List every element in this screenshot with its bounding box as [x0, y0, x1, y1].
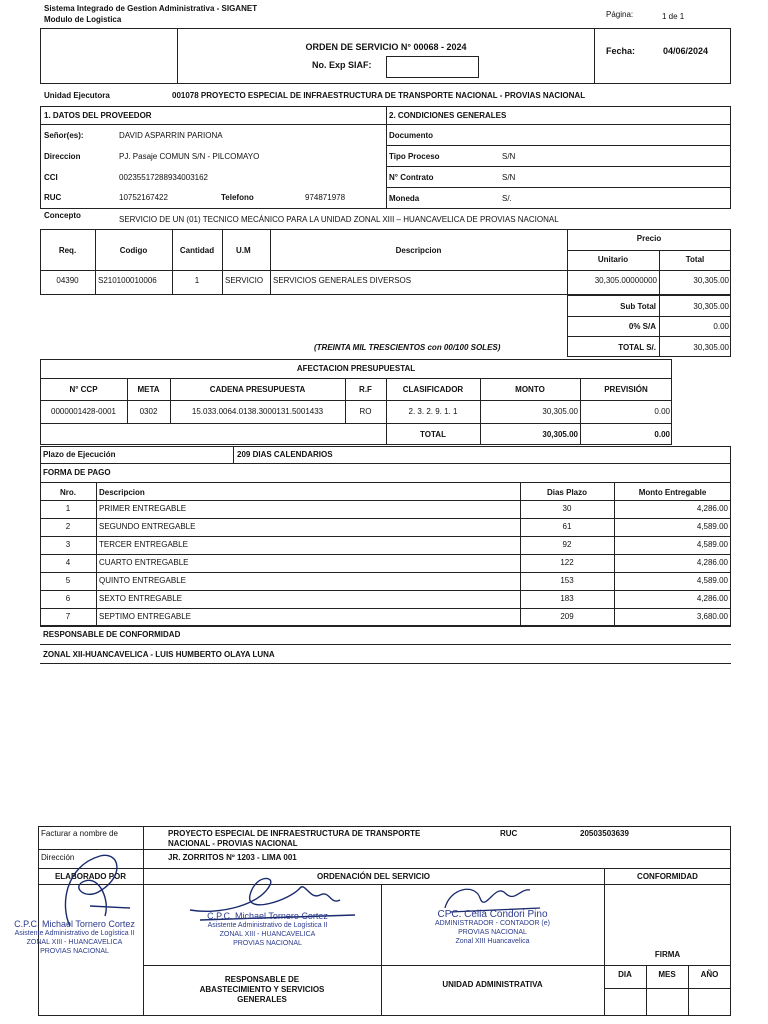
stamp-ordered-line-3: ZONAL XIII - HUANCAVELICA	[219, 931, 316, 938]
stamp-admin-line-2: ADMINISTRADOR - CONTADOR (e)	[435, 920, 550, 927]
pay-col-nro: Nro.	[60, 488, 76, 497]
concept-label: Concepto	[44, 211, 81, 220]
pay-col-amount: Monto Entregable	[638, 488, 707, 497]
payment-nro: 1	[65, 504, 71, 513]
currency-label: Moneda	[389, 194, 420, 203]
stamp-ordered	[185, 912, 350, 948]
billing-address: JR. ZORRITOS Nº 1203 - LIMA 001	[168, 853, 297, 862]
conformity-value: ZONAL XII-HUANCAVELICA - LUIS HUMBERTO OLAYA LUNA	[43, 650, 275, 659]
payment-desc: SEPTIMO ENTREGABLE	[99, 612, 192, 621]
payment-amount: 4,286.00	[696, 558, 728, 567]
budget-col-ccp: N° CCP	[69, 385, 98, 394]
module-name: Modulo de Logistica	[44, 15, 122, 24]
budget-title: AFECTACION PRESUPUESTAL	[296, 364, 416, 373]
payment-nro: 6	[65, 594, 71, 603]
stamp-admin-line-1: CPC. Celia Condori Pino	[437, 909, 548, 920]
total-value: 30,305.00	[693, 343, 729, 352]
subtotal-label: Sub Total	[620, 302, 656, 311]
stamp-admin	[405, 910, 580, 946]
stamp-ordered-line-1: C.P.C. Michael Tornero Cortez	[207, 911, 328, 921]
page-label: Página:	[606, 10, 634, 19]
resp-abast-label: RESPONSABLE DE ABASTECIMIENTO Y SERVICIOS GENERALES	[199, 975, 325, 1004]
row-um: SERVICIO	[225, 276, 264, 285]
col-qty: Cantidad	[179, 246, 215, 255]
row-req: 04390	[56, 276, 79, 285]
amount-words: (TREINTA MIL TRESCIENTOS con 00/100 SOLES)	[314, 343, 501, 352]
date-value: 04/06/2024	[663, 46, 709, 56]
provider-phone-label: Telefono	[221, 193, 254, 202]
system-title: Sistema Integrado de Gestion Administrativa - SIGANET	[44, 4, 258, 13]
admin-unit-label: UNIDAD ADMINISTRATIVA	[442, 980, 543, 989]
col-total: Total	[685, 255, 705, 264]
provider-ruc: 10752167422	[119, 193, 168, 202]
prepared-title: ELABORADO POR	[54, 872, 127, 881]
conditions-section-title: 2. CONDICIONES GENERALES	[389, 111, 507, 120]
unit-value: 001078 PROYECTO ESPECIAL DE INFRAESTRUCTURA DE TRANSPORTE NACIONAL - PROVIAS NACIONAL	[172, 91, 586, 100]
billing-ruc: 20503503639	[580, 829, 629, 838]
budget-col-rf: R.F	[359, 385, 372, 394]
row-unit: 30,305.00000000	[594, 276, 657, 285]
payment-amount: 3,680.00	[696, 612, 728, 621]
tax-label: 0% S/A	[628, 322, 656, 331]
execution-label: Plazo de Ejecución	[43, 450, 116, 459]
budget-total-amount: 30,305.00	[542, 430, 578, 439]
payment-nro: 3	[65, 540, 71, 549]
pay-col-days: Dias Plazo	[546, 488, 587, 497]
billing-ruc-label: RUC	[500, 829, 518, 838]
budget-chain: 15.033.0064.0138.3000131.5001433	[191, 407, 324, 416]
payment-desc: QUINTO ENTREGABLE	[99, 576, 186, 585]
stamp-ordered-line-4: PROVIAS NACIONAL	[233, 940, 302, 947]
subtotal-value: 30,305.00	[693, 302, 729, 311]
row-total: 30,305.00	[693, 276, 729, 285]
billing-name-1: PROYECTO ESPECIAL DE INFRAESTRUCTURA DE TRANSPORTE	[168, 829, 421, 838]
payment-nro: 5	[65, 576, 71, 585]
contract-label: N° Contrato	[389, 173, 434, 182]
budget-col-chain: CADENA PRESUPUESTA	[209, 385, 306, 394]
year-label: AÑO	[700, 970, 719, 979]
ordered-title: ORDENACIÓN DEL SERVICIO	[316, 872, 431, 881]
payment-days: 183	[560, 594, 574, 603]
budget-col-amount: MONTO	[515, 385, 545, 394]
billing-label: Facturar a nombre de	[41, 829, 118, 838]
pay-col-desc: Descripcion	[99, 488, 145, 497]
contract-value: S/N	[502, 173, 516, 182]
exp-siaf-field[interactable]	[386, 56, 479, 78]
unit-label: Unidad Ejecutora	[44, 91, 110, 100]
payment-amount: 4,286.00	[696, 504, 728, 513]
payment-days: 61	[562, 522, 572, 531]
order-title: ORDEN DE SERVICIO N° 00068 - 2024	[305, 42, 467, 52]
exp-siaf-label: No. Exp SIAF:	[312, 60, 372, 70]
currency-value: S/.	[502, 194, 512, 203]
provider-section-title: 1. DATOS DEL PROVEEDOR	[44, 111, 152, 120]
provider-phone: 974871978	[305, 193, 346, 202]
stamp-admin-line-4: Zonal XIII Huancavelica	[455, 938, 530, 945]
payment-title: FORMA DE PAGO	[43, 468, 111, 477]
budget-col-prev: PREVISIÓN	[604, 385, 648, 394]
stamp-prepared-line-1: C.P.C. Michael Tornero Cortez	[14, 919, 135, 929]
payment-days: 30	[562, 504, 572, 513]
payment-amount: 4,589.00	[696, 540, 728, 549]
col-unit: Unitario	[597, 255, 629, 264]
budget-total-prev: 0.00	[654, 430, 670, 439]
payment-nro: 4	[65, 558, 71, 567]
stamp-prepared-line-3: ZONAL XIII - HUANCAVELICA	[26, 939, 123, 946]
payment-amount: 4,589.00	[696, 576, 728, 585]
billing-name-2: NACIONAL - PROVIAS NACIONAL	[168, 839, 298, 848]
day-label: DIA	[618, 970, 632, 979]
payment-nro: 2	[65, 522, 71, 531]
provider-address: PJ. Pasaje COMUN S/N - PILCOMAYO	[119, 152, 260, 161]
col-um: U.M	[236, 246, 251, 255]
payment-amount: 4,286.00	[696, 594, 728, 603]
provider-name-label: Señor(es):	[44, 131, 84, 140]
provider-cci: 00235517288934003162	[119, 173, 208, 182]
col-desc: Descripcion	[395, 246, 442, 255]
billing-address-label: Dirección	[41, 853, 75, 862]
stamp-admin-line-3: PROVIAS NACIONAL	[458, 929, 527, 936]
payment-desc: TERCER ENTREGABLE	[99, 540, 188, 549]
process-label: Tipo Proceso	[389, 152, 440, 161]
conformity-title: CONFORMIDAD	[637, 872, 698, 881]
row-qty: 1	[194, 276, 200, 285]
payment-desc: CUARTO ENTREGABLE	[99, 558, 189, 567]
payment-days: 92	[562, 540, 572, 549]
budget-total-label: TOTAL	[420, 430, 446, 439]
payment-days: 122	[560, 558, 574, 567]
col-price: Precio	[636, 234, 662, 243]
budget-ccp: 0000001428-0001	[51, 407, 116, 416]
payment-desc: SEGUNDO ENTREGABLE	[99, 522, 196, 531]
process-value: S/N	[502, 152, 516, 161]
date-label: Fecha:	[606, 46, 636, 56]
row-desc: SERVICIOS GENERALES DIVERSOS	[273, 276, 412, 285]
payment-days: 209	[560, 612, 574, 621]
provider-cci-label: CCI	[44, 173, 58, 182]
row-code: S210100010006	[98, 276, 157, 285]
payment-desc: SEXTO ENTREGABLE	[99, 594, 182, 603]
stamp-ordered-line-2: Asistente Administrativo de Logística II	[207, 922, 328, 929]
budget-col-class: CLASIFICADOR	[402, 385, 464, 394]
budget-col-meta: META	[137, 385, 160, 394]
stamp-prepared	[0, 920, 157, 956]
stamp-prepared-line-4: PROVIAS NACIONAL	[40, 948, 109, 955]
document-label: Documento	[389, 131, 433, 140]
payment-desc: PRIMER ENTREGABLE	[99, 504, 187, 513]
total-label: TOTAL S/.	[618, 343, 656, 352]
page-value: 1 de 1	[662, 12, 685, 21]
conformity-label: RESPONSABLE DE CONFORMIDAD	[43, 630, 181, 639]
budget-prev: 0.00	[654, 407, 670, 416]
payment-nro: 7	[65, 612, 71, 621]
provider-name: DAVID ASPARRIN PARIONA	[119, 131, 223, 140]
provider-address-label: Direccion	[44, 152, 81, 161]
col-req: Req.	[58, 246, 77, 255]
budget-meta: 0302	[139, 407, 158, 416]
payment-days: 153	[560, 576, 574, 585]
stamp-prepared-line-2: Asistente Administrativo de Logística II	[14, 930, 135, 937]
budget-amount: 30,305.00	[542, 407, 578, 416]
provider-ruc-label: RUC	[44, 193, 62, 202]
firma-label: FIRMA	[654, 950, 681, 959]
concept-value: SERVICIO DE UN (01) TECNICO MECÁNICO PARA LA UNIDAD ZONAL XIII – HUANCAVELICA DE PROVIAS NACIONAL	[119, 215, 559, 224]
tax-value: 0.00	[713, 322, 729, 331]
budget-class: 2. 3. 2. 9. 1. 1	[408, 407, 458, 416]
month-label: MES	[658, 970, 676, 979]
col-code: Codigo	[119, 246, 148, 255]
budget-rf: RO	[359, 407, 372, 416]
payment-amount: 4,589.00	[696, 522, 728, 531]
execution-value: 209 DIAS CALENDARIOS	[237, 450, 333, 459]
